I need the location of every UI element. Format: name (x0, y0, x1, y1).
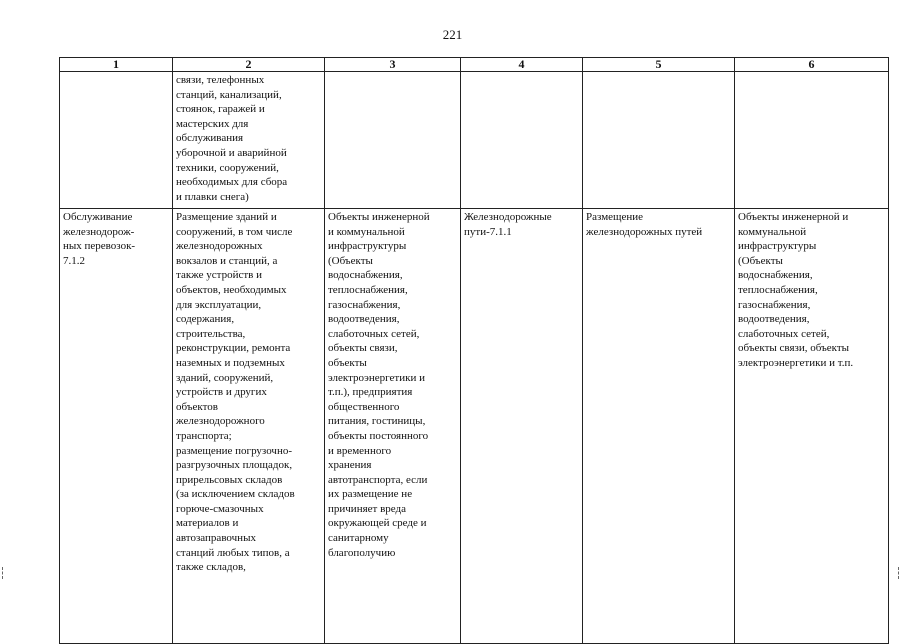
page-number: 221 (442, 27, 463, 42)
scan-edge-mark-right (898, 567, 903, 579)
table-cell (325, 209, 461, 644)
table-row (60, 72, 889, 209)
table-cell (60, 209, 173, 644)
table-cell (173, 209, 325, 644)
column-header-3: 3 (325, 58, 461, 72)
table-cell (735, 72, 889, 209)
column-header-5: 5 (583, 58, 735, 72)
table-cell (325, 72, 461, 209)
table-cell (583, 72, 735, 209)
cell-text: Объекты инженерной и коммунальной инфраструктуры (Объекты водоснабжения, теплоснабжения, газоснабжения, водоотведения, слаботочных сетей, объекты связи, объекты электроэнергетики и т.п.), предприятия общественного питания, гостиницы, объекты постоянного и временного хранения автотранспорта, если их размещение не причиняет вреда окружающей среде и санитарному благополучию (328, 211, 430, 559)
cell-text: Размещение железнодорожных путей (586, 211, 703, 238)
column-header-4: 4 (461, 58, 583, 72)
column-header-2: 2 (173, 58, 325, 72)
table-cell (735, 209, 889, 644)
column-header-1: 1 (60, 58, 173, 72)
table-row (60, 209, 889, 644)
column-header-6: 6 (735, 58, 889, 72)
cell-text: связи, телефонных станций, канализаций, стоянок, гаражей и мастерских для обслуживания уборочной и аварийной техники, сооружений, необходимых для сбора и плавки снега) (176, 74, 288, 203)
table-header-row (60, 58, 889, 72)
cell-text: Объекты инженерной и коммунальной инфраструктуры (Объекты водоснабжения, теплоснабжения, газоснабжения, водоотведения, слаботочных сетей, объекты связи, объекты электроэнергетики и т.п. (738, 211, 854, 369)
table-cell (173, 72, 325, 209)
table-cell (583, 209, 735, 644)
cell-text: Обслуживание железнодорож- ных перевозок- 7.1.2 (63, 211, 136, 267)
cell-text: Размещение зданий и сооружений, в том числе железнодорожных вокзалов и станций, а также устройств и объектов, необходимых для эксплуатации, содержания, строительства, реконструкции, ремонта наземных и подземных зданий, сооружений, устройств и других объектов железнодорожного транспорта; размещение погрузочно- разгрузочных площадок, прирельсовых складов (за исключением складов горюче-смазочных материалов и автозаправочных станций любых типов, а также складов, (176, 211, 295, 574)
table-cell (60, 72, 173, 209)
table-cell (461, 209, 583, 644)
cell-text: Железнодорожные пути-7.1.1 (464, 211, 552, 238)
table-cell (461, 72, 583, 209)
scan-edge-mark-left (2, 567, 7, 579)
land-use-table (59, 57, 889, 644)
